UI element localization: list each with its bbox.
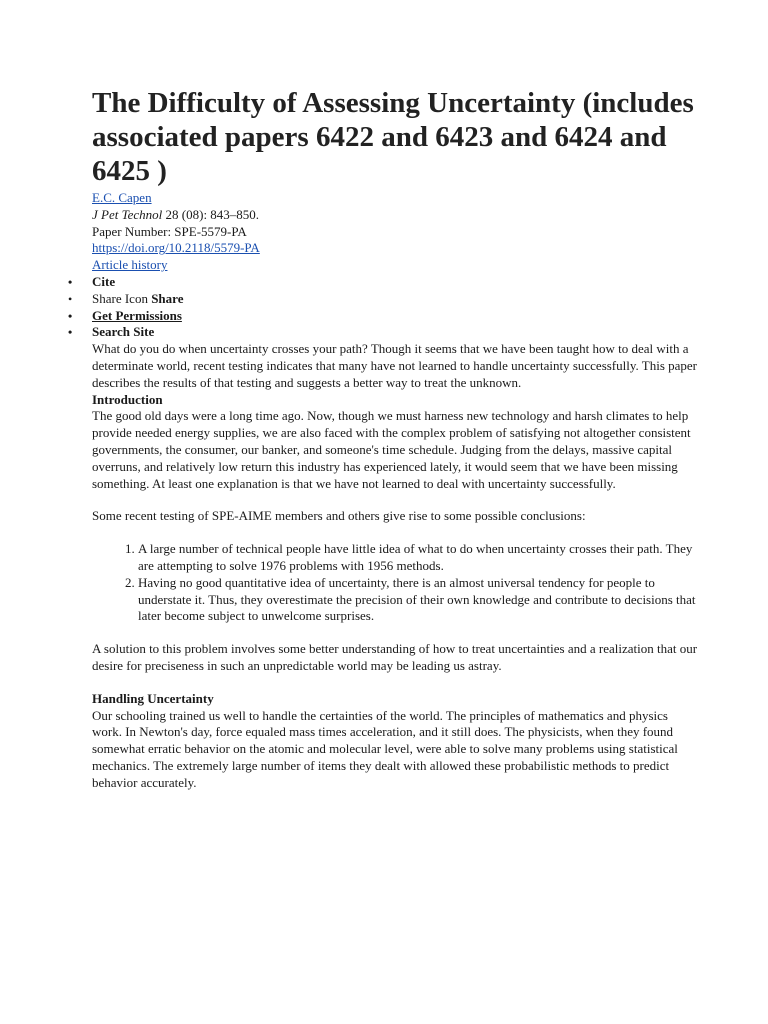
- handling-heading: Handling Uncertainty: [92, 690, 214, 706]
- spacer: [92, 525, 698, 541]
- search-site-button[interactable]: • Search Site: [92, 324, 698, 341]
- article-meta: [92, 190, 698, 274]
- conclusions-list: [92, 541, 698, 625]
- share-button[interactable]: [92, 291, 698, 308]
- article-history-link[interactable]: Article history: [92, 257, 168, 273]
- article-title: The Difficulty of Assessing Uncertainty (includes associated papers 6422 and 6423 and 6424 and 6425 ): [92, 87, 694, 187]
- get-permissions-link[interactable]: • Get Permissions: [92, 308, 698, 325]
- journal-name: J Pet Technol: [92, 206, 163, 222]
- intro-paragraph-1: The good old days were a long time ago. Now, though we must harness new technology and harsh climates to help provide needed energy supplies, we are also faced with the complex problem of satisfying not altogether consistent governments, the consumer, our banker, and someone's time schedule. Judging from the delays, massive capital overruns, and relatively low return this industry has experienced lately, it would seem that we have been missing something. At least one explanation is that we have not learned to deal with uncertainty successfully.: [92, 408, 691, 491]
- paper-number: Paper Number: SPE-5579-PA: [92, 223, 247, 239]
- spacer: [92, 675, 698, 691]
- cite-button[interactable]: • Cite: [92, 274, 698, 291]
- solution-paragraph: A solution to this problem involves some better understanding of how to treat uncertainties and a realization that our desire for preciseness in such an unpredictable world may be leading us astray.: [92, 641, 698, 673]
- intro-heading: Introduction: [92, 391, 163, 407]
- handling-paragraph-1: Our schooling trained us well to handle the certainties of the world. The principles of mathematics and physics work. In Newton's day, force equaled mass times acceleration, and it still does. The physicists, when they found somewhat erratic behavior on the atomic and molecular level, were able to solve many problems using statistical mechanics. The extremely large number of items they dealt with allowed these probabilistic methods to predict behavior accurately.: [92, 707, 678, 790]
- spacer: [92, 492, 698, 508]
- article-actions: [92, 274, 698, 341]
- spacer: [92, 625, 698, 641]
- share-icon: Share Icon: [92, 290, 152, 306]
- share-label: Share: [151, 290, 184, 306]
- citation: [92, 207, 698, 224]
- abstract: What do you do when uncertainty crosses your path? Though it seems that we have been taught how to deal with a determinate world, recent testing indicates that many have not learned to handle uncertainty successfully. This paper describes the results of that testing and suggests a better way to treat the unknown.: [92, 341, 698, 390]
- list-item: 2. Having no good quantitative idea of uncertainty, there is an almost universal tendency for people to understate it. Thus, they overestimate the precision of their own knowledge and contribute to decisions that later become subject to unwelcome surprises.: [138, 575, 698, 625]
- author-link[interactable]: E.C. Capen: [92, 190, 152, 205]
- list-item: 1. A large number of technical people have little idea of what to do when uncertainty crosses their path. They are attempting to solve 1976 problems with 1956 methods.: [138, 541, 698, 575]
- doi-link[interactable]: https://doi.org/10.2118/5579-PA: [92, 240, 260, 256]
- citation-details: 28 (08): 843–850.: [162, 206, 260, 222]
- intro-paragraph-2: Some recent testing of SPE-AIME members and others give rise to some possible conclusions:: [92, 508, 586, 524]
